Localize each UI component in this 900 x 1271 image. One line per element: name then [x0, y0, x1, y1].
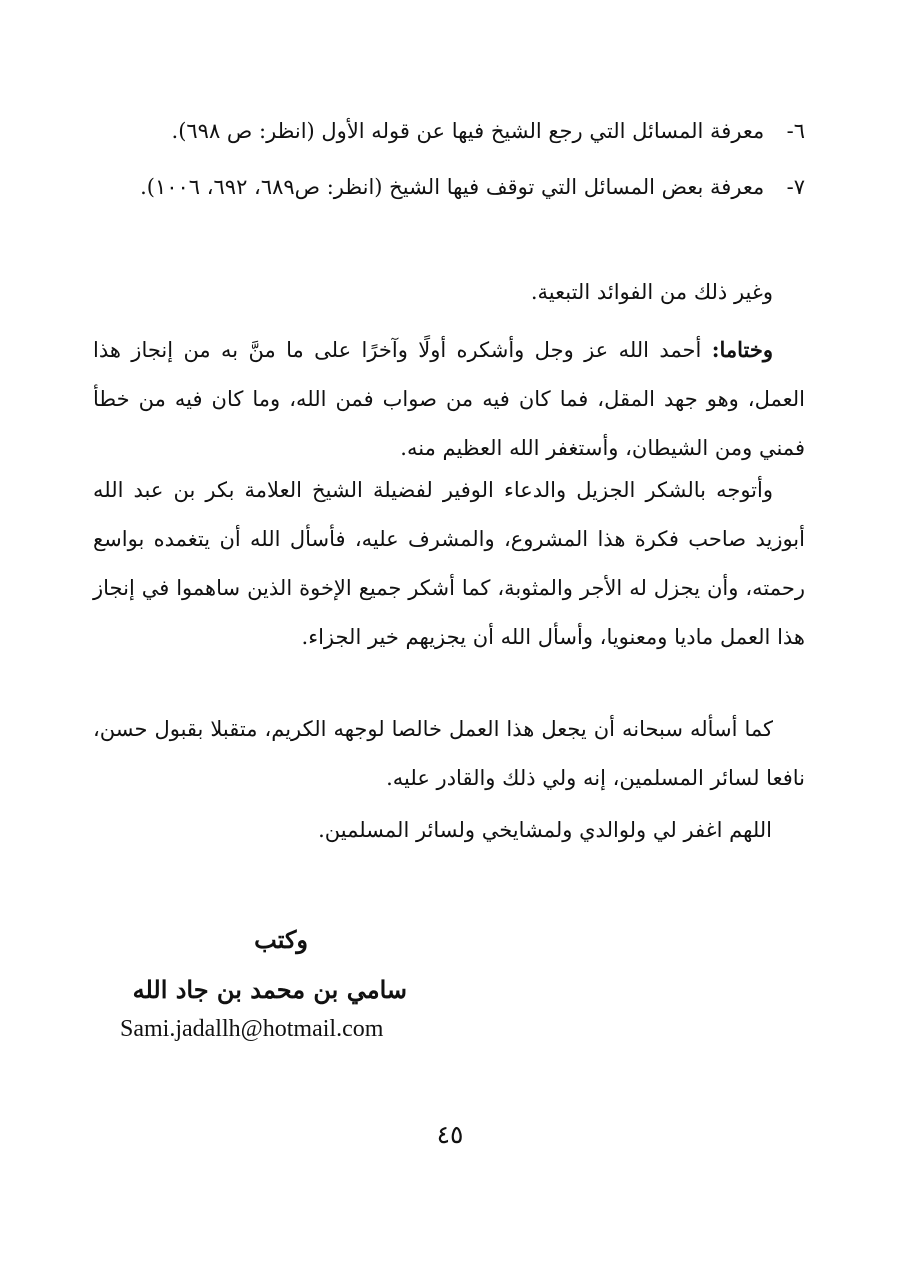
list-item-text: معرفة المسائل التي رجع الشيخ فيها عن قوله الأول (انظر: ص ٦٩٨).: [171, 119, 765, 143]
conclusion-paragraph: [93, 325, 805, 473]
prayer-paragraph: كما أسأله سبحانه أن يجعل هذا العمل خالصا لوجهه الكريم، متقبلا بقبول حسن، نافعا لسائر المسلمين، إنه ولي ذلك والقادر عليه.: [93, 717, 805, 790]
dua-line: اللهم اغفر لي ولوالدي ولمشايخي ولسائر المسلمين.: [318, 818, 772, 842]
conclusion-text: أحمد الله عز وجل وأشكره أولًا وآخرًا على ما منَّ به من إنجاز هذا العمل، وهو جهد المقل، فما كان فيه من صواب فمن الله، وما كان فيه من خطأ فمني ومن الشيطان، وأستغفر الله العظيم منه.: [93, 338, 805, 460]
conclusion-label: وختاما:: [711, 337, 773, 362]
list-item-number: ٦-: [786, 119, 805, 143]
thanks-paragraph: وأتوجه بالشكر الجزيل والدعاء الوفير لفضيلة الشيخ العلامة بكر بن عبد الله أبوزيد صاحب فكرة هذا المشروع، والمشرف عليه، فأسأل الله أن يتغمده بواسع رحمته، وأن يجزل له الأجر والمثوبة، كما أشكر جميع الإخوة الذين ساهموا في إنجاز هذا العمل ماديا ومعنويا، وأسأل الله أن يجزيهم خير الجزاء.: [93, 478, 805, 649]
list-item-text: معرفة بعض المسائل التي توقف فيها الشيخ (انظر: ص٦٨٩، ٦٩٢، ١٠٠٦).: [140, 175, 765, 199]
list-item: [93, 160, 805, 215]
author-name: سامي بن محمد بن جاد الله: [132, 975, 407, 1004]
author-email: Sami.jadallh@hotmail.com: [120, 1016, 384, 1042]
other-benefits-paragraph: وغير ذلك من الفوائد التبعية.: [530, 280, 773, 304]
page-number: ٤٥: [436, 1120, 464, 1149]
list-item: [93, 104, 805, 159]
signature-wrote: وكتب: [254, 925, 308, 954]
list-item-number: ٧-: [786, 175, 805, 199]
